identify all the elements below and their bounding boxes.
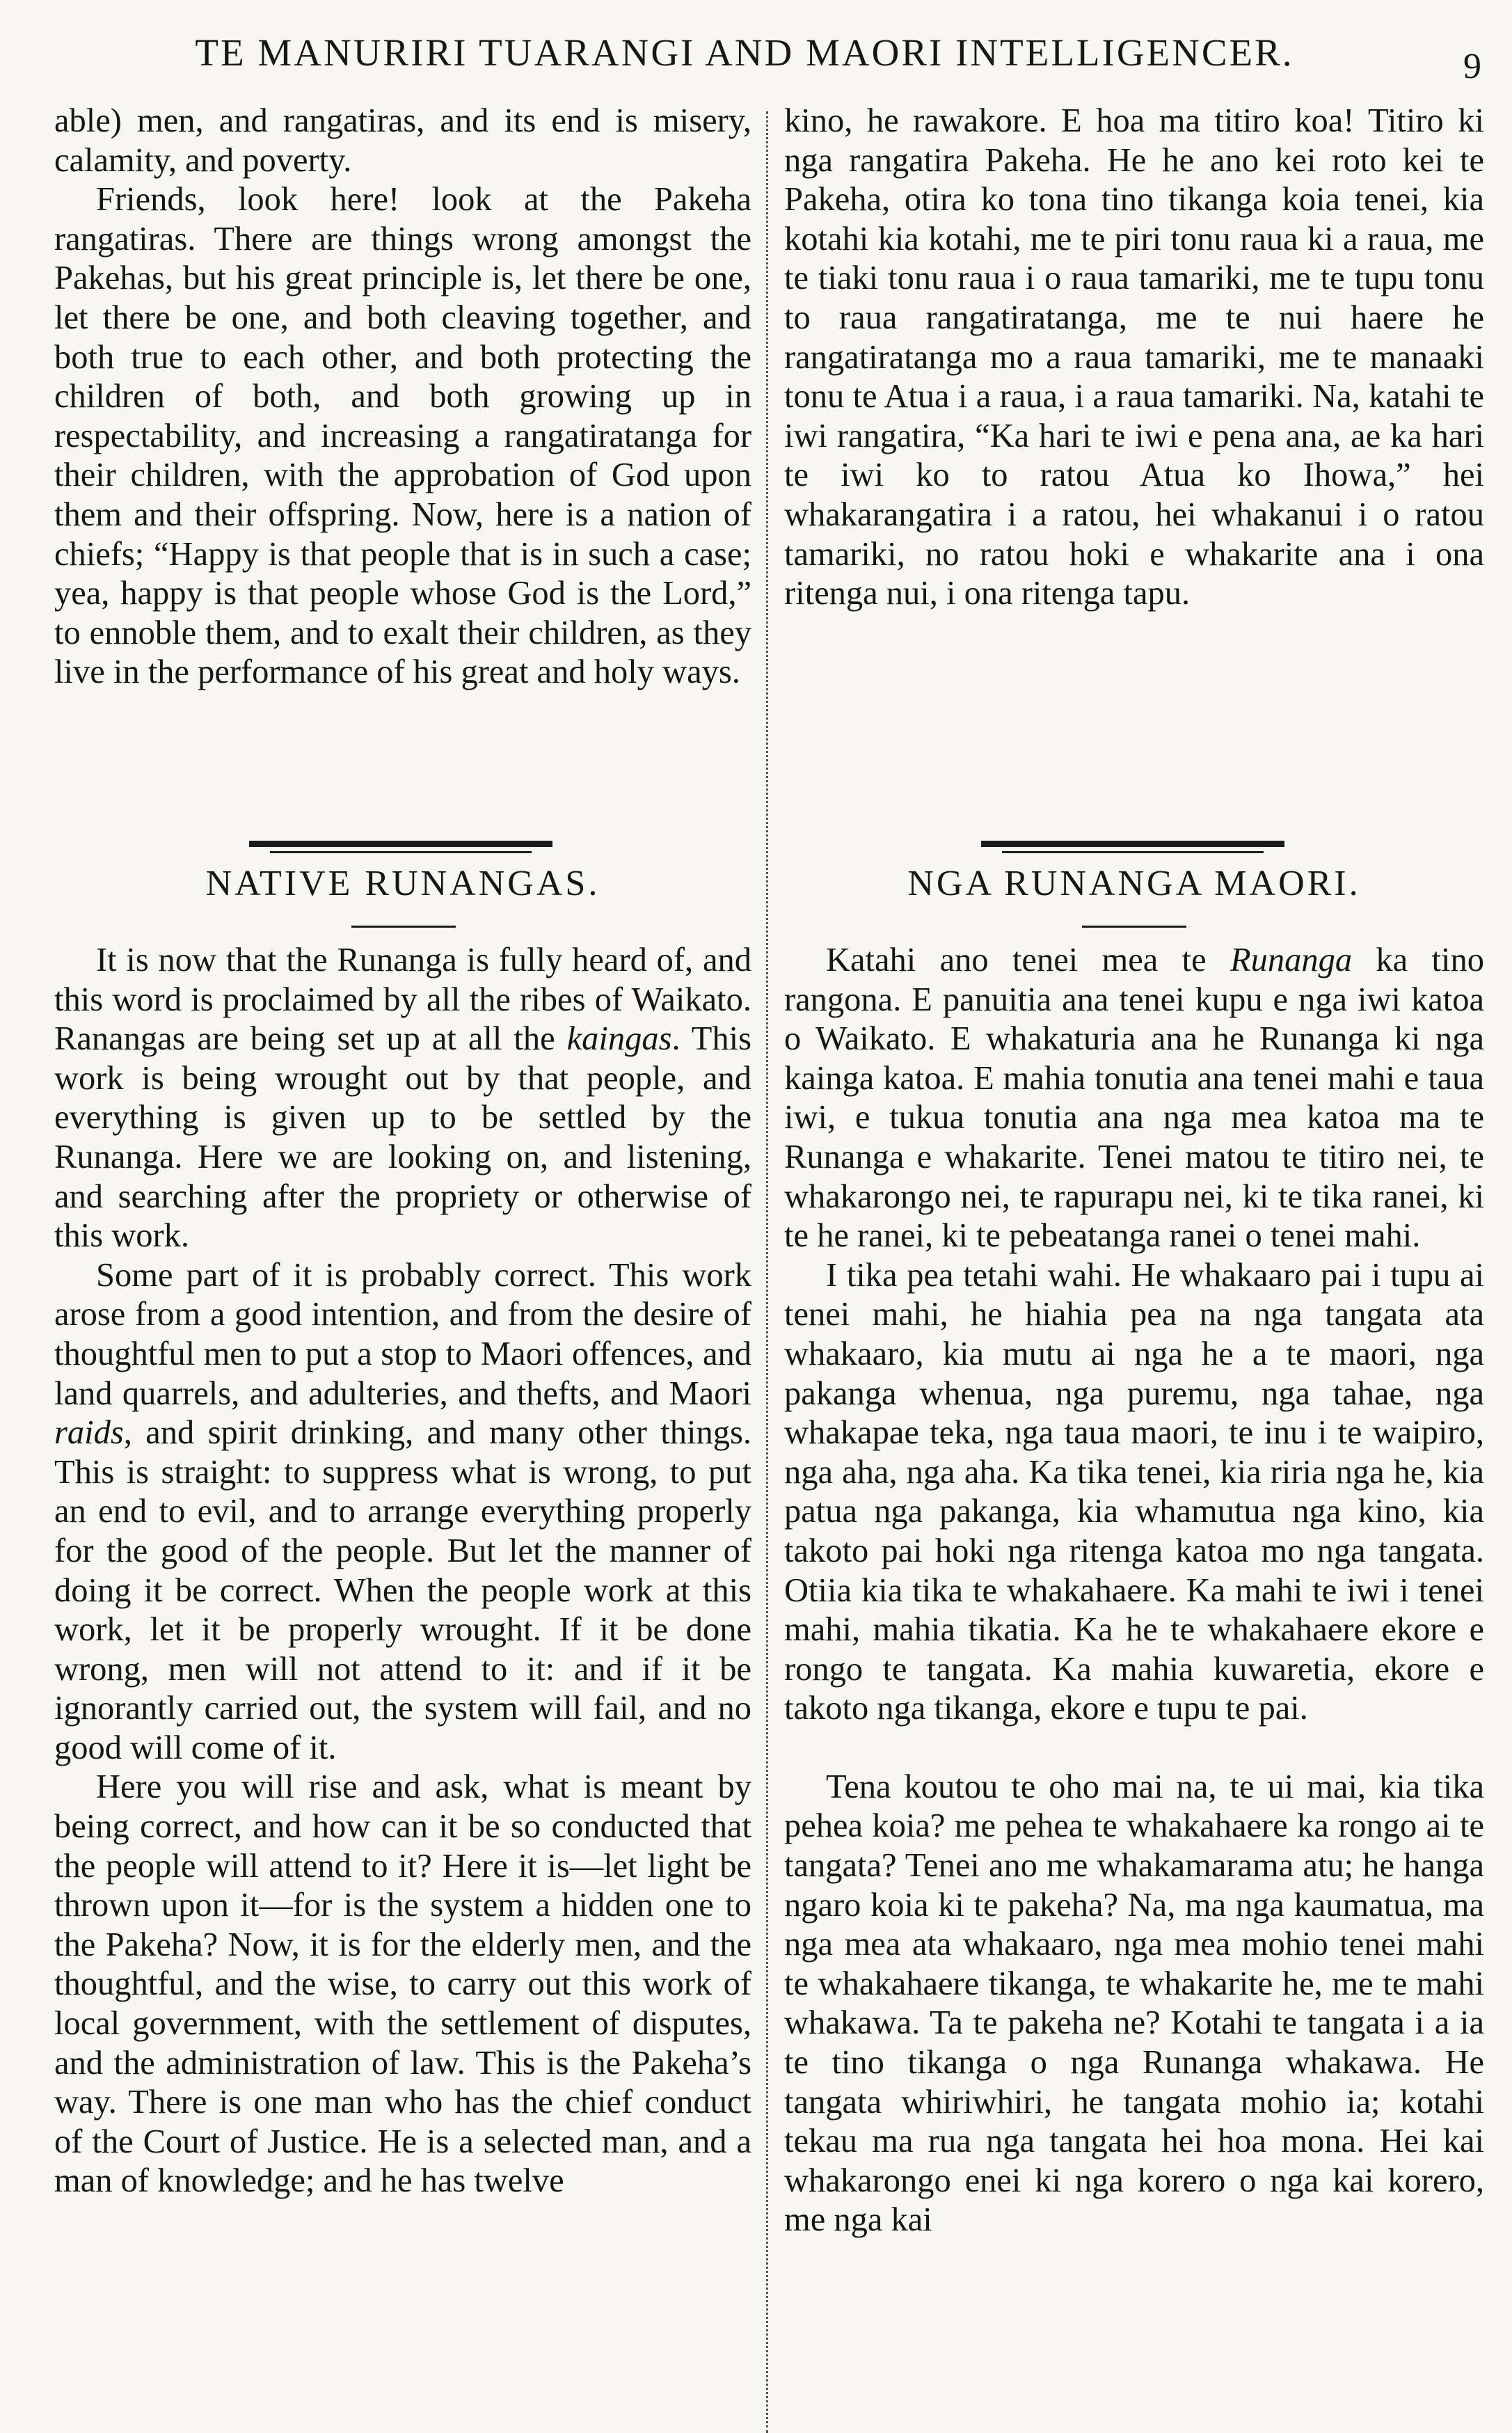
paragraph: able) men, and rangatiras, and its end is misery, calamity, and poverty. <box>54 102 751 179</box>
column-divider <box>766 111 768 2433</box>
section-rule <box>249 841 552 847</box>
section-heading: NATIVE RUNANGAS. <box>205 864 600 903</box>
paragraph: Tena koutou te oho mai na, te ui mai, kia tika pehea koia? me pehea te whakahaere ka rongo ai te tangata? Tenei ano me whakamarama atu; he hanga ngaro koia ki te pakeha? Na, ma nga kaumatua, ma nga mea ata whakaaro, nga mea mohio tenei mahi te whakahaere tikanga, te whakarite he, me te mahi whakawa. Ta te pakeha ne? Kotahi te tangata i a ia te tino tikanga o nga Runanga whakawa. He tangata whiriwhiri, he tangata mohio ia; kotahi tekau ma rua nga tangata hei hoa mona. Hei kai whakarongo enei ki nga korero o nga kai korero, me nga kai <box>784 1768 1484 2239</box>
section-rule <box>981 841 1284 847</box>
paragraph: Here you will rise and ask, what is meant by being correct, and how can it be so conducted that the people will attend to it? Here it is—let light be thrown upon it—for is the system a hidden one to the Pakeha? Now, it is for the elderly men, and the thoughtful, and the wise, to carry out this work of local government, with the settlement of disputes, and the administration of law. This is the Pakeha’s way. There is one man who has the chief conduct of the Court of Justice. He is a selected man, and a man of knowledge; and he has twelve <box>54 1768 751 2200</box>
paragraph: Katahi ano tenei mea te Runanga ka tino rangona. E panuitia ana tenei kupu e nga iwi katoa o Waikato. E whakaturia ana he Runanga ki nga kainga katoa. E mahia tonutia ana tenei mahi e taua iwi, e tukua tonutia ana nga mea katoa ma te Runanga e whakarite. Tenei matou te titiro nei, te whakarongo nei, te rapurapu nei, ki te tika ranei, ki te he ranei, ki te pebeatanga ranei o tenei mahi. <box>784 942 1484 1255</box>
left-column-section-text <box>54 941 751 2201</box>
paragraph: Friends, look here! look at the Pakeha rangatiras. There are things wrong amongst the Pakehas, but his great principle is, let there be one, let there be one, and both cleaving together, and both true to each other, and both protecting the children of both, and both growing up in respectability, and increasing a rangatiratanga for their children, with the approbation of God upon them and their offspring. Now, here is a nation of chiefs; “Happy is that people that is in such a case; yea, happy is that people whose God is the Lord,” to ennoble them, and to exalt their children, as they live in the performance of his great and holy ways. <box>54 181 751 691</box>
right-column-top-text <box>784 102 1484 614</box>
heading-underline <box>1082 926 1186 928</box>
running-title: TE MANURIRI TUARANGI AND MAORI INTELLIGENCER. <box>195 31 1294 74</box>
paragraph: I tika pea tetahi wahi. He whakaaro pai i tupu ai tenei mahi, he hiahia pea na nga tangata ata whakaaro, kia mutu ai nga he a te maori, nga pakanga whenua, nga puremu, nga tahae, nga whakapae teka, nga taua maori, te inu i te waipiro, nga aha, nga aha. Ka tika tenei, kia riria nga he, kia patua nga pakanga, kia whamutua nga kino, kia takoto pai hoki nga ritenga katoa mo nga tangata. Otiia kia tika te whakahaere. Ka mahi te iwi i tenei mahi, mahia tikatia. Ka he te whakahaere ekore e rongo te tangata. Ka mahia kuwaretia, ekore e takoto nga tikanga, ekore e tupu te pai. <box>784 1256 1484 1727</box>
heading-underline <box>351 926 456 928</box>
paragraph: kino, he rawakore. E hoa ma titiro koa! Titiro ki nga rangatira Pakeha. He he ano kei roto kei te Pakeha, otira ko tona tino tikanga koia tenei, kia kotahi kia kotahi, me te piri tonu raua ki a raua, me te tiaki tonu raua i o raua tamariki, me te tupu tonu to raua rangatiratanga, me te nui haere he rangatiratanga mo a raua tamariki, me te manaaki tonu te Atua i a raua, i a raua tamariki. Na, katahi te iwi rangatira, “Ka hari te iwi e pena ana, ae ka hari te iwi ko to ratou Atua ko Ihowa,” hei whakarangatira i a ratou, hei whakanui i o ratou tamariki, no ratou hoki e whakarite ana i ona ritenga nui, i ona ritenga tapu. <box>784 102 1484 612</box>
section-heading: NGA RUNANGA MAORI. <box>907 864 1361 903</box>
left-column-top-text <box>54 102 751 692</box>
paragraph: It is now that the Runanga is fully heard of, and this word is proclaimed by all the ribes of Waikato. Ranangas are being set up at all the kaingas. This work is being wrought out by that people, and everything is given up to be settled by the Runanga. Here we are looking on, and listening, and searching after the propriety or otherwise of this work. <box>54 942 751 1255</box>
right-column-section-text <box>784 941 1484 2240</box>
paragraph: Some part of it is probably correct. This work arose from a good intention, and from the desire of thoughtful men to put a stop to Maori offences, and land quarrels, and adulteries, and thefts, and Maori raids, and spirit drinking, and many other things. This is straight: to suppress what is wrong, to put an end to evil, and to arrange everything properly for the good of the people. But let the manner of doing it be correct. When the people work at this work, let it be properly wrought. If it be done wrong, men will not attend to it: and if it be ignorantly carried out, the system will fail, and no good will come of it. <box>54 1256 751 1766</box>
page-number: 9 <box>1463 47 1481 86</box>
